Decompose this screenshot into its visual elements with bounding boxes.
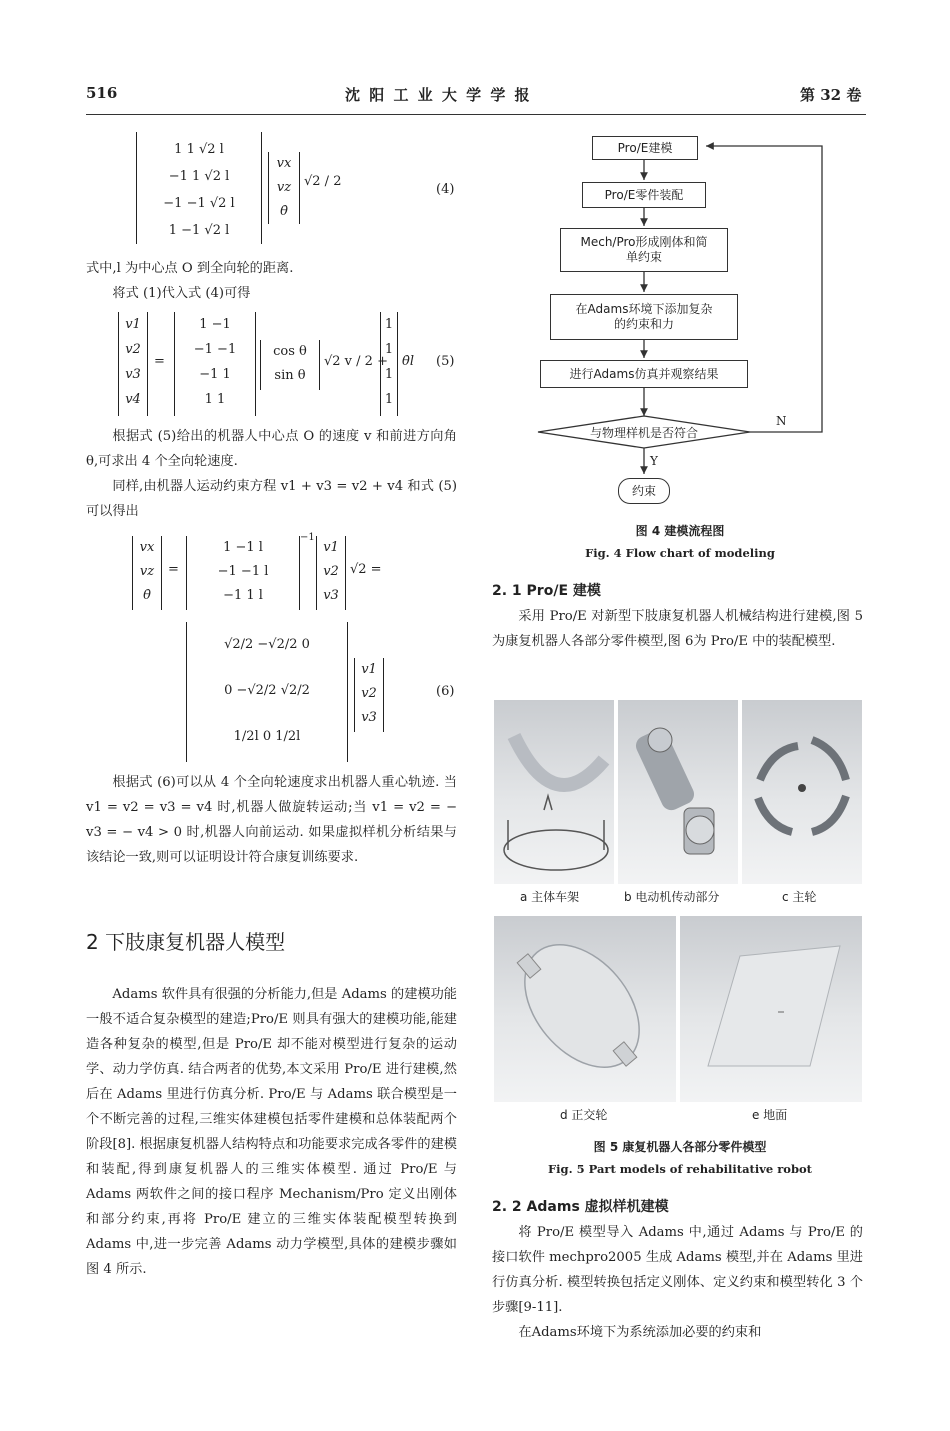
eq6-res-vec-item: v2 xyxy=(361,686,377,701)
eq6-vector xyxy=(316,536,346,610)
eq5-one: 1 xyxy=(384,317,394,332)
page-number: 516 xyxy=(86,84,118,102)
eq5-row: 1 1 xyxy=(204,392,226,407)
eq5-lhs-item: v1 xyxy=(125,317,141,332)
ground-shape xyxy=(680,916,862,1102)
eq6-vec-item: v1 xyxy=(323,540,339,555)
left-text-2 xyxy=(86,424,457,524)
fig5-label-b: b 电动机传动部分 xyxy=(624,890,720,904)
eq6-row: 1 −1 l xyxy=(223,540,263,555)
eq6-res-vec-item: v1 xyxy=(361,662,377,677)
eq6-inverse: −1 xyxy=(300,532,315,543)
paragraph: 式中,l 为中心点 O 到全向轮的距离. xyxy=(86,261,294,276)
wheel-shape xyxy=(742,700,862,884)
eq5-trig xyxy=(260,340,320,390)
eq5-ones xyxy=(380,312,398,416)
eq6-result-row: √2/2 −√2/2 0 xyxy=(224,637,310,652)
eq6-matrix xyxy=(186,536,300,610)
eq6-vec-item: v3 xyxy=(323,588,339,603)
volume-label: 第 32 卷 xyxy=(800,86,862,104)
fig5-caption-en: Fig. 5 Part models of rehabilitative robot xyxy=(548,1162,812,1176)
orth-wheel-shape xyxy=(494,916,676,1102)
flow-no-label: N xyxy=(776,414,787,428)
eq5-trig-item: cos θ xyxy=(273,344,307,359)
eq5-one: 1 xyxy=(384,392,394,407)
motor-shape xyxy=(618,700,738,884)
paragraph: 同样,由机器人运动约束方程 v1 + v3 = v2 + v4 和式 (5)可以得出 xyxy=(86,479,457,519)
paragraph: Adams 软件具有很强的分析能力,但是 Adams 的建模功能一般不适合复杂模型的建造;Pro/E 则具有强大的建模功能,能建造各种复杂的模型,但是 Pro/E 却不能对模型进行复杂的运动学、动力学仿真. 结合两者的优势,本文采用 Pro/E 进行建模,然后在 Adams 里进行仿真分析. Pro/E 与 Adams 联合模型是一个不断完善的过程,三维实体建模包括零件建模和总体装配两个阶段[8]. 根据康复机器人结构特点和功能要求完成各零件的建模和装配,得到康复机器人的三维实体模型. 通过 Pro/E 与 Adams 两软件之间的接口程序 Mechanism/Pro 定义出刚体和部分约束,再将 Pro/E 建立的三维实体装配模型转换到 Adams 中,进一步完善 Adams 动力学模型,具体的建模步骤如图 4 所示. xyxy=(86,987,457,1277)
eq5-one: 1 xyxy=(384,342,394,357)
eq5-row: 1 −1 xyxy=(199,317,231,332)
equation-4 xyxy=(136,132,466,248)
flow-step-mechpro: Mech/Pro形成刚体和简单约束 xyxy=(560,228,728,272)
eq6-res-vec-item: v3 xyxy=(361,710,377,725)
paragraph: 将式 (1)代入式 (4)可得 xyxy=(112,286,251,301)
eq6-lhs-item: vz xyxy=(139,564,155,579)
frame-shape xyxy=(494,700,614,884)
flow-step-proe-modeling: Pro/E建模 xyxy=(592,136,698,160)
eq6-number: (6) xyxy=(436,684,455,699)
eq4-factor: √2 / 2 xyxy=(304,174,342,189)
eq5-lhs-item: v3 xyxy=(125,367,141,382)
flow-end: 约束 xyxy=(618,478,670,504)
eq6-row: −1 −1 l xyxy=(217,564,269,579)
header-rule xyxy=(86,114,866,115)
eq6-lhs-item: θ̇ xyxy=(143,588,151,603)
eq6-result-matrix xyxy=(186,622,348,762)
eq4-vec-item: vz xyxy=(276,180,292,195)
eq4-number: (4) xyxy=(436,182,455,197)
eq6-lhs xyxy=(132,536,162,610)
left-text-4 xyxy=(86,982,457,1282)
eq5-one: 1 xyxy=(384,367,394,382)
left-text-1 xyxy=(86,256,457,306)
paragraph: 将 Pro/E 模型导入 Adams 中,通过 Adams 与 Pro/E 的接口软件 mechpro2005 生成 Adams 模型,并在 Adams 里进行仿真分析. 模型转换包括定义刚体、定义约束和模型转化 3 个步骤[9-11]. xyxy=(492,1225,863,1315)
flow-step-part-assembly: Pro/E零件装配 xyxy=(582,182,706,208)
paragraph: 采用 Pro/E 对新型下肢康复机器人机械结构进行建模,图 5 为康复机器人各部分零件模型,图 6为 Pro/E 中的装配模型. xyxy=(492,609,863,649)
eq6-vec-item: v2 xyxy=(323,564,339,579)
fig4-caption-en: Fig. 4 Flow chart of modeling xyxy=(585,546,775,560)
eq5-lhs-item: v2 xyxy=(125,342,141,357)
eq5-lhs xyxy=(118,312,148,416)
subsection-2-2: 2. 2 Adams 虚拟样机建模 xyxy=(492,1199,669,1215)
eq5-equals: = xyxy=(154,354,165,369)
fig5a-main-frame-image xyxy=(494,700,614,884)
fig5b-motor-image xyxy=(618,700,738,884)
right-text-2 xyxy=(492,1220,863,1345)
paragraph: 根据式 (6)可以从 4 个全向轮速度求出机器人重心轨迹. 当 v1 = v2 = v3 = v4 时,机器人做旋转运动;当 v1 = v2 = − v3 = − v4 > 0 时,机器人向前运动. 如果虚拟样机分析结果与该结论一致,则可以证明设计符合康复训练要求. xyxy=(86,775,457,865)
journal-title: 沈 阳 工 业 大 学 学 报 xyxy=(345,86,532,104)
eq5-row: −1 1 xyxy=(199,367,231,382)
eq4-row: 1 1 √2 l xyxy=(174,142,224,157)
flow-step-simulation: 进行Adams仿真并观察结果 xyxy=(540,360,748,388)
flowchart xyxy=(494,126,866,516)
subsection-2-1: 2. 1 Pro/E 建模 xyxy=(492,583,601,599)
equation-6 xyxy=(132,532,462,766)
eq4-row: 1 −1 √2 l xyxy=(168,223,230,238)
flow-decision: 与物理样机是否符合 xyxy=(589,426,698,440)
eq4-vec-item: vx xyxy=(276,156,292,171)
fig5-label-a: a 主体车架 xyxy=(520,890,580,904)
eq4-row: −1 −1 √2 l xyxy=(163,196,235,211)
fig5-label-c: c 主轮 xyxy=(782,890,817,904)
right-text-1 xyxy=(492,604,863,654)
eq5-row: −1 −1 xyxy=(193,342,237,357)
eq6-tail: √2 = xyxy=(350,562,382,577)
eq6-result-row: 0 −√2/2 √2/2 xyxy=(224,683,310,698)
eq4-vec-item: θ̇ xyxy=(280,204,288,219)
paragraph: 在Adams环境下为系统添加必要的约束和 xyxy=(518,1325,762,1340)
eq5-number: (5) xyxy=(436,354,455,369)
fig5-caption-cn: 图 5 康复机器人各部分零件模型 xyxy=(593,1140,767,1154)
fig5e-ground-image xyxy=(680,916,862,1102)
eq6-row: −1 1 l xyxy=(223,588,263,603)
eq6-lhs-item: vx xyxy=(139,540,155,555)
eq6-result-vector xyxy=(354,658,384,732)
flow-step-add-constraints: 在Adams环境下添加复杂的约束和力 xyxy=(550,294,738,340)
eq5-tail: θ̇l xyxy=(402,354,414,369)
fig5-label-e: e 地面 xyxy=(752,1108,788,1122)
fig5-label-d: d 正交轮 xyxy=(560,1108,608,1122)
eq6-equals: = xyxy=(168,562,179,577)
fig4-caption-cn: 图 4 建模流程图 xyxy=(635,524,725,538)
flow-yes-label: Y xyxy=(650,454,658,468)
section-heading-2: 2 下肢康复机器人模型 xyxy=(86,930,286,954)
left-text-3 xyxy=(86,770,457,870)
eq5-mid: √2 v / 2 + xyxy=(324,354,388,369)
eq6-result-row: 1/2l 0 1/2l xyxy=(233,729,301,744)
paragraph: 根据式 (5)给出的机器人中心点 O 的速度 v 和前进方向角 θ,可求出 4 个全向轮速度. xyxy=(86,429,457,469)
fig5d-orthogonal-wheel-image xyxy=(494,916,676,1102)
eq4-matrix xyxy=(136,132,262,244)
eq4-row: −1 1 √2 l xyxy=(168,169,230,184)
eq5-matrix xyxy=(174,312,256,416)
eq5-trig-item: sin θ xyxy=(274,368,306,383)
equation-5 xyxy=(118,312,468,418)
eq5-lhs-item: v4 xyxy=(125,392,141,407)
fig5c-main-wheel-image xyxy=(742,700,862,884)
eq4-vector xyxy=(268,152,300,224)
